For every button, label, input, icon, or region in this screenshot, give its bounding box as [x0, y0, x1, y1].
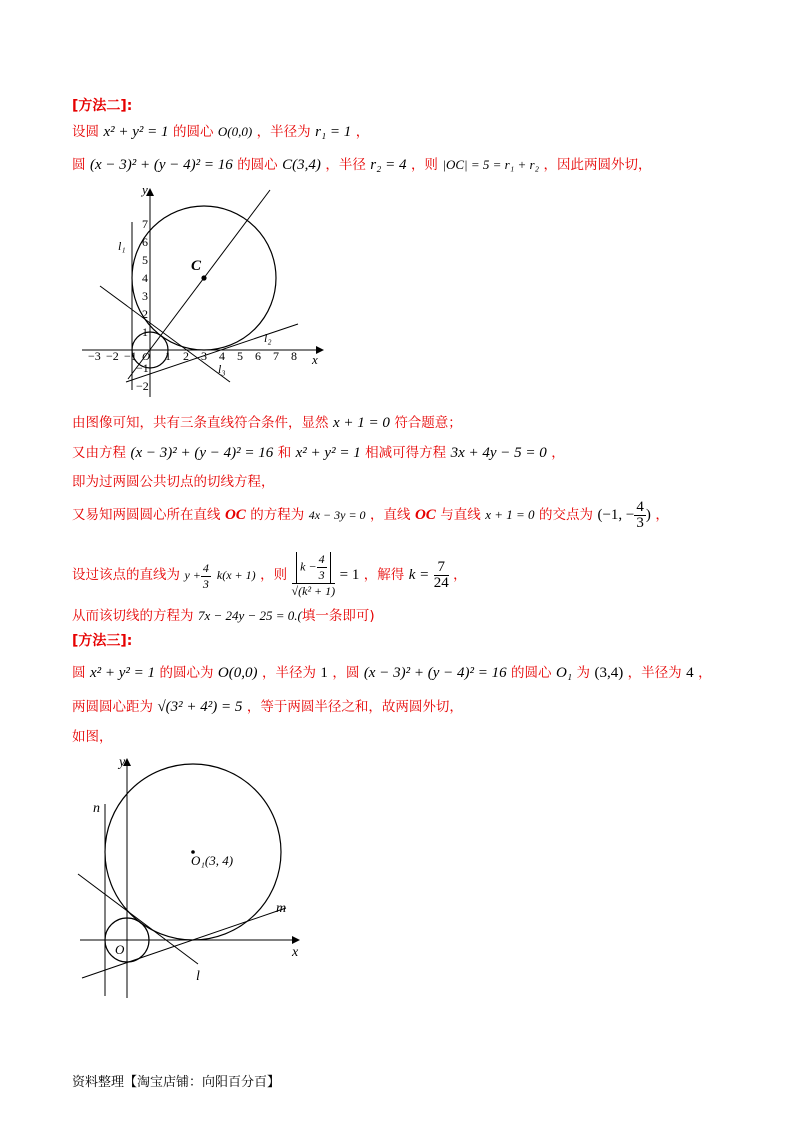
- denominator: 24: [433, 574, 449, 591]
- equation: (x − 3)² + (y − 4)² = 16: [363, 665, 507, 681]
- oc: OC: [224, 507, 246, 523]
- text: 的方程为: [250, 507, 305, 523]
- method2-line8: [72, 606, 375, 626]
- text: ，则: [410, 157, 438, 173]
- method2-line1: [72, 122, 369, 142]
- equation: x² + y² = 1: [103, 124, 169, 140]
- text: ，: [355, 124, 370, 140]
- x-tick: −1: [124, 349, 137, 363]
- text: ，则: [260, 567, 288, 583]
- method3-line1: [72, 663, 712, 683]
- y-tick: 7: [142, 217, 148, 231]
- figure2-tangent-circles: [70, 752, 310, 1000]
- text: 和: [277, 445, 292, 461]
- method2-line2: [72, 155, 652, 175]
- equation: (x − 3)² + (y − 4)² = 16: [130, 445, 274, 461]
- method3-heading: [方法三]:: [72, 633, 133, 649]
- equation: √(3² + 4²) = 5: [157, 699, 243, 715]
- text: ，半径为: [627, 665, 682, 681]
- text: (−1, −: [597, 507, 635, 523]
- text: 的圆心: [172, 124, 214, 140]
- text: ，半径为: [261, 665, 316, 681]
- text: ，圆: [332, 665, 360, 681]
- x-tick: 8: [291, 349, 297, 363]
- text: 为: [576, 665, 591, 681]
- l-label: l: [196, 969, 200, 984]
- fraction: [317, 552, 327, 583]
- text: 相减可得方程: [365, 445, 447, 461]
- denominator: √(k² + 1): [291, 583, 336, 598]
- method3-line3: [72, 727, 113, 747]
- text: ): [645, 507, 651, 523]
- y-tick: 3: [142, 289, 148, 303]
- numerator: 4: [318, 551, 325, 566]
- abs-value: [296, 552, 330, 583]
- text: ，: [453, 567, 467, 583]
- radius: r₂ = 4: [370, 157, 407, 173]
- text: ，: [698, 665, 712, 681]
- y-tick: 1: [142, 325, 148, 339]
- oc-equation: |OC| = 5 = r₁ + r₂: [442, 157, 540, 172]
- text: 两圆圆心距为: [72, 699, 153, 715]
- l2-label: l₂: [264, 331, 272, 345]
- x-axis-label: x: [312, 352, 318, 367]
- numerator: 7: [434, 560, 449, 576]
- text: 符合题意；: [394, 415, 462, 431]
- line-l3: [100, 286, 230, 382]
- equation: [184, 560, 256, 591]
- fraction: [434, 560, 449, 591]
- text: 的圆心为: [159, 665, 214, 681]
- text: 由图像可知，共有三条直线符合条件，显然: [72, 415, 329, 431]
- text: k =: [408, 567, 430, 583]
- radius: r₁ = 1: [315, 124, 352, 140]
- radius: 4: [686, 665, 694, 681]
- equation: 7x − 24y − 25 = 0.(: [197, 608, 302, 623]
- equation: x + 1 = 0: [485, 507, 535, 522]
- center: (3,4): [594, 665, 624, 681]
- method2-line5: [72, 472, 275, 492]
- origin-label: O: [115, 942, 125, 957]
- m-label: m: [276, 901, 287, 916]
- text: k −: [300, 558, 317, 573]
- x-axis-arrow: [292, 936, 300, 944]
- x-tick: 4: [219, 349, 225, 363]
- text: 圆: [72, 157, 86, 173]
- o1: O₁: [556, 665, 573, 681]
- text: ，: [551, 445, 565, 461]
- numerator: 4: [202, 560, 209, 575]
- center: C(3,4): [282, 157, 321, 173]
- y-tick: 4: [142, 271, 148, 285]
- y-tick: 6: [142, 235, 148, 249]
- n-label: n: [93, 801, 100, 816]
- distance-fraction: [292, 552, 336, 599]
- x-tick: 2: [183, 349, 189, 363]
- text: ，直线: [370, 507, 411, 523]
- text: 圆: [72, 665, 86, 681]
- text: 与直线: [440, 507, 481, 523]
- text: ，因此两圆外切，: [543, 157, 652, 173]
- oc: OC: [414, 507, 436, 523]
- intersection-point: [597, 499, 651, 532]
- x-tick: 6: [255, 349, 261, 363]
- denominator: 3: [318, 567, 325, 582]
- method2-line7: [72, 545, 467, 605]
- fraction: [201, 561, 211, 592]
- method2-heading: [方法二]:: [72, 98, 133, 114]
- center-c-label: C: [191, 258, 202, 274]
- method2-line6: [72, 500, 669, 531]
- radius: 1: [320, 665, 328, 681]
- method2-line4: [72, 443, 565, 463]
- text: ，半径: [325, 157, 366, 173]
- center: O(0,0): [217, 124, 253, 139]
- x-tick: 3: [201, 349, 207, 363]
- fraction: [634, 500, 646, 531]
- text: 的圆心: [511, 665, 552, 681]
- equation: 4x − 3y = 0: [308, 508, 366, 522]
- x-tick-labels: [88, 349, 297, 363]
- y-tick: −1: [136, 361, 149, 375]
- x-tick: 1: [165, 349, 171, 363]
- denominator: 3: [202, 576, 209, 591]
- text: 的交点为: [539, 507, 593, 523]
- footer-source: 资料整理【淘宝店铺：向阳百分百】: [72, 1075, 281, 1090]
- text: ，解得: [363, 567, 405, 583]
- method2-line3: [72, 413, 462, 433]
- figure1-coordinate-plot: [78, 182, 340, 400]
- y-tick: 5: [142, 253, 148, 267]
- center: O(0,0): [217, 665, 258, 681]
- line-l: [78, 874, 198, 964]
- equation: (x − 3)² + (y − 4)² = 16: [89, 157, 233, 173]
- text: 又易知两圆圆心所在直线: [72, 507, 221, 523]
- y-axis-label: y: [142, 182, 148, 197]
- x-tick: 5: [237, 349, 243, 363]
- l1-label: l₁: [118, 239, 126, 253]
- denominator: 3: [636, 515, 644, 532]
- equation: x² + y² = 1: [295, 445, 361, 461]
- method3-line2: [72, 697, 463, 717]
- text: 填一条即可): [301, 608, 375, 624]
- x-tick: 7: [273, 349, 279, 363]
- l3-label: l₃: [218, 362, 226, 376]
- center-o1-label: O₁(3, 4): [191, 853, 234, 868]
- text: k(x + 1): [216, 568, 256, 582]
- equation: = 1: [339, 567, 360, 583]
- text: ，半径为: [256, 124, 311, 140]
- text: 设圆: [72, 124, 99, 140]
- text: ，: [655, 507, 669, 523]
- text: 从而该切线的方程为: [72, 608, 194, 624]
- equation: x + 1 = 0: [332, 415, 390, 431]
- y-tick: 2: [142, 307, 148, 321]
- equation: x² + y² = 1: [89, 665, 156, 681]
- origin-label: O: [142, 351, 150, 363]
- text: 的圆心: [237, 157, 278, 173]
- numerator: 4: [636, 499, 644, 516]
- line-m: [82, 908, 286, 978]
- text: 设过该点的直线为: [72, 567, 180, 583]
- text: 即为过两圆公共切点的切线方程，: [72, 474, 275, 490]
- numerator: [292, 552, 336, 584]
- x-axis-label: x: [292, 945, 299, 960]
- x-tick: −3: [88, 349, 101, 363]
- equation: 3x + 4y − 5 = 0: [450, 445, 547, 461]
- text: y +: [184, 568, 201, 582]
- text: 又由方程: [72, 445, 126, 461]
- y-tick-labels: [136, 217, 149, 393]
- y-axis-label: y: [119, 755, 126, 770]
- x-tick: −2: [106, 349, 119, 363]
- y-tick: −2: [136, 379, 149, 393]
- text: ，等于两圆半径之和，故两圆外切，: [246, 699, 463, 715]
- text: 如图，: [72, 729, 113, 745]
